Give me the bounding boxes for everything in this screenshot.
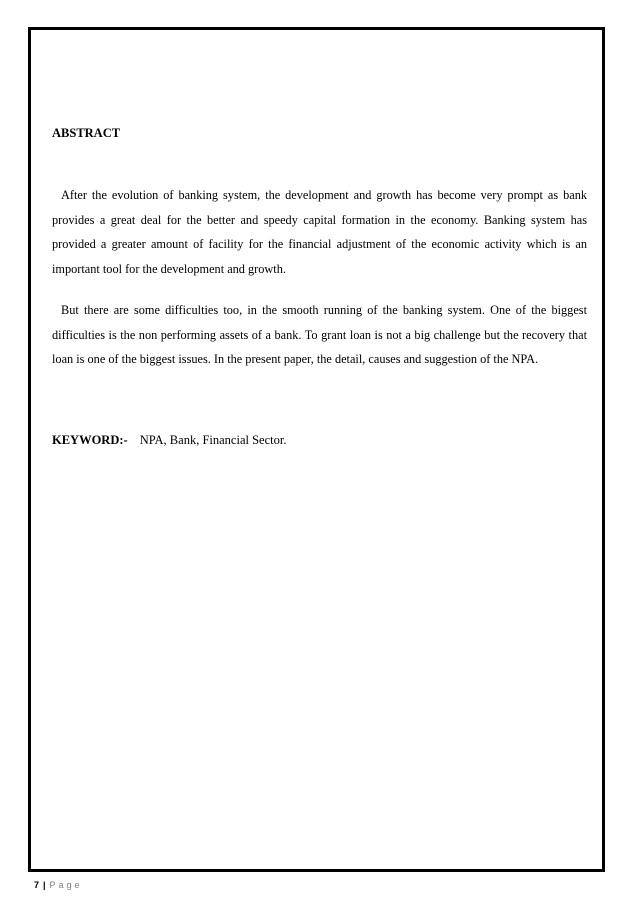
page-label: Page bbox=[49, 880, 83, 890]
keyword-line bbox=[52, 433, 286, 448]
abstract-heading: ABSTRACT bbox=[52, 126, 121, 140]
page-number: 7 bbox=[34, 880, 40, 890]
page-footer bbox=[34, 880, 83, 890]
keyword-label: KEYWORD:- bbox=[52, 433, 128, 447]
abstract-paragraph-2: But there are some difficulties too, in the smooth running of the banking system. One of the biggest difficulties is the non performing assets of a bank. To grant loan is not a big challenge but the recovery that loan is one of the biggest issues. In the present paper, the detail, causes and suggestion of the NPA. bbox=[52, 303, 587, 367]
keyword-values: NPA, Bank, Financial Sector. bbox=[139, 433, 287, 447]
page-border bbox=[28, 27, 605, 872]
abstract-paragraph-1: After the evolution of banking system, the development and growth has become very prompt as bank provides a great deal for the better and speedy capital formation in the economy. Banking system has provided a greater amount of facility for the financial adjustment of the economic activity which is an important tool for the development and growth. bbox=[52, 188, 587, 277]
footer-separator: | bbox=[43, 880, 46, 890]
